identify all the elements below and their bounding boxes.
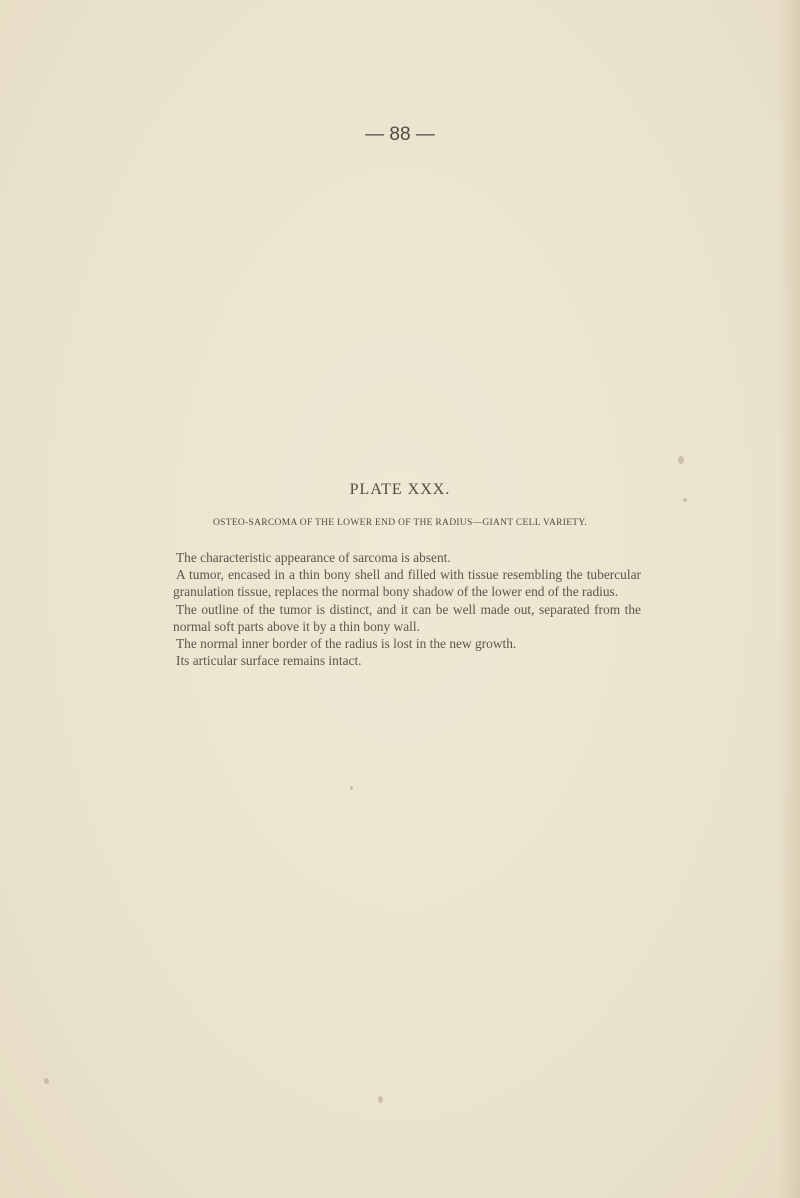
paragraph: Its articular surface remains intact. [176, 653, 362, 669]
paper-speck [44, 1078, 49, 1084]
paper-speck [683, 498, 687, 502]
paper-speck [378, 1096, 383, 1103]
paper-speck [678, 456, 684, 464]
paragraph: The outline of the tumor is distinct, and it can be well made out, separated from the normal soft parts above it by a thin bony wall. [173, 601, 641, 634]
page-edge-shadow [778, 0, 800, 1198]
plate-description [173, 549, 641, 669]
paper-speck [350, 786, 353, 790]
paragraph: The characteristic appearance of sarcoma is absent. [176, 550, 451, 565]
paragraph: A tumor, encased in a thin bony shell and filled with tissue resembling the tubercular granulation tissue, replaces the normal bony shadow of the lower end of the radius. [173, 567, 641, 600]
page-number: — 88 — [365, 124, 435, 145]
plate-title: PLATE XXX. [349, 481, 451, 498]
plate-subtitle: OSTEO-SARCOMA OF THE LOWER END OF THE RADIUS—GIANT CELL VARIETY. [212, 518, 588, 528]
paragraph: The normal inner border of the radius is lost in the new growth. [176, 636, 517, 652]
